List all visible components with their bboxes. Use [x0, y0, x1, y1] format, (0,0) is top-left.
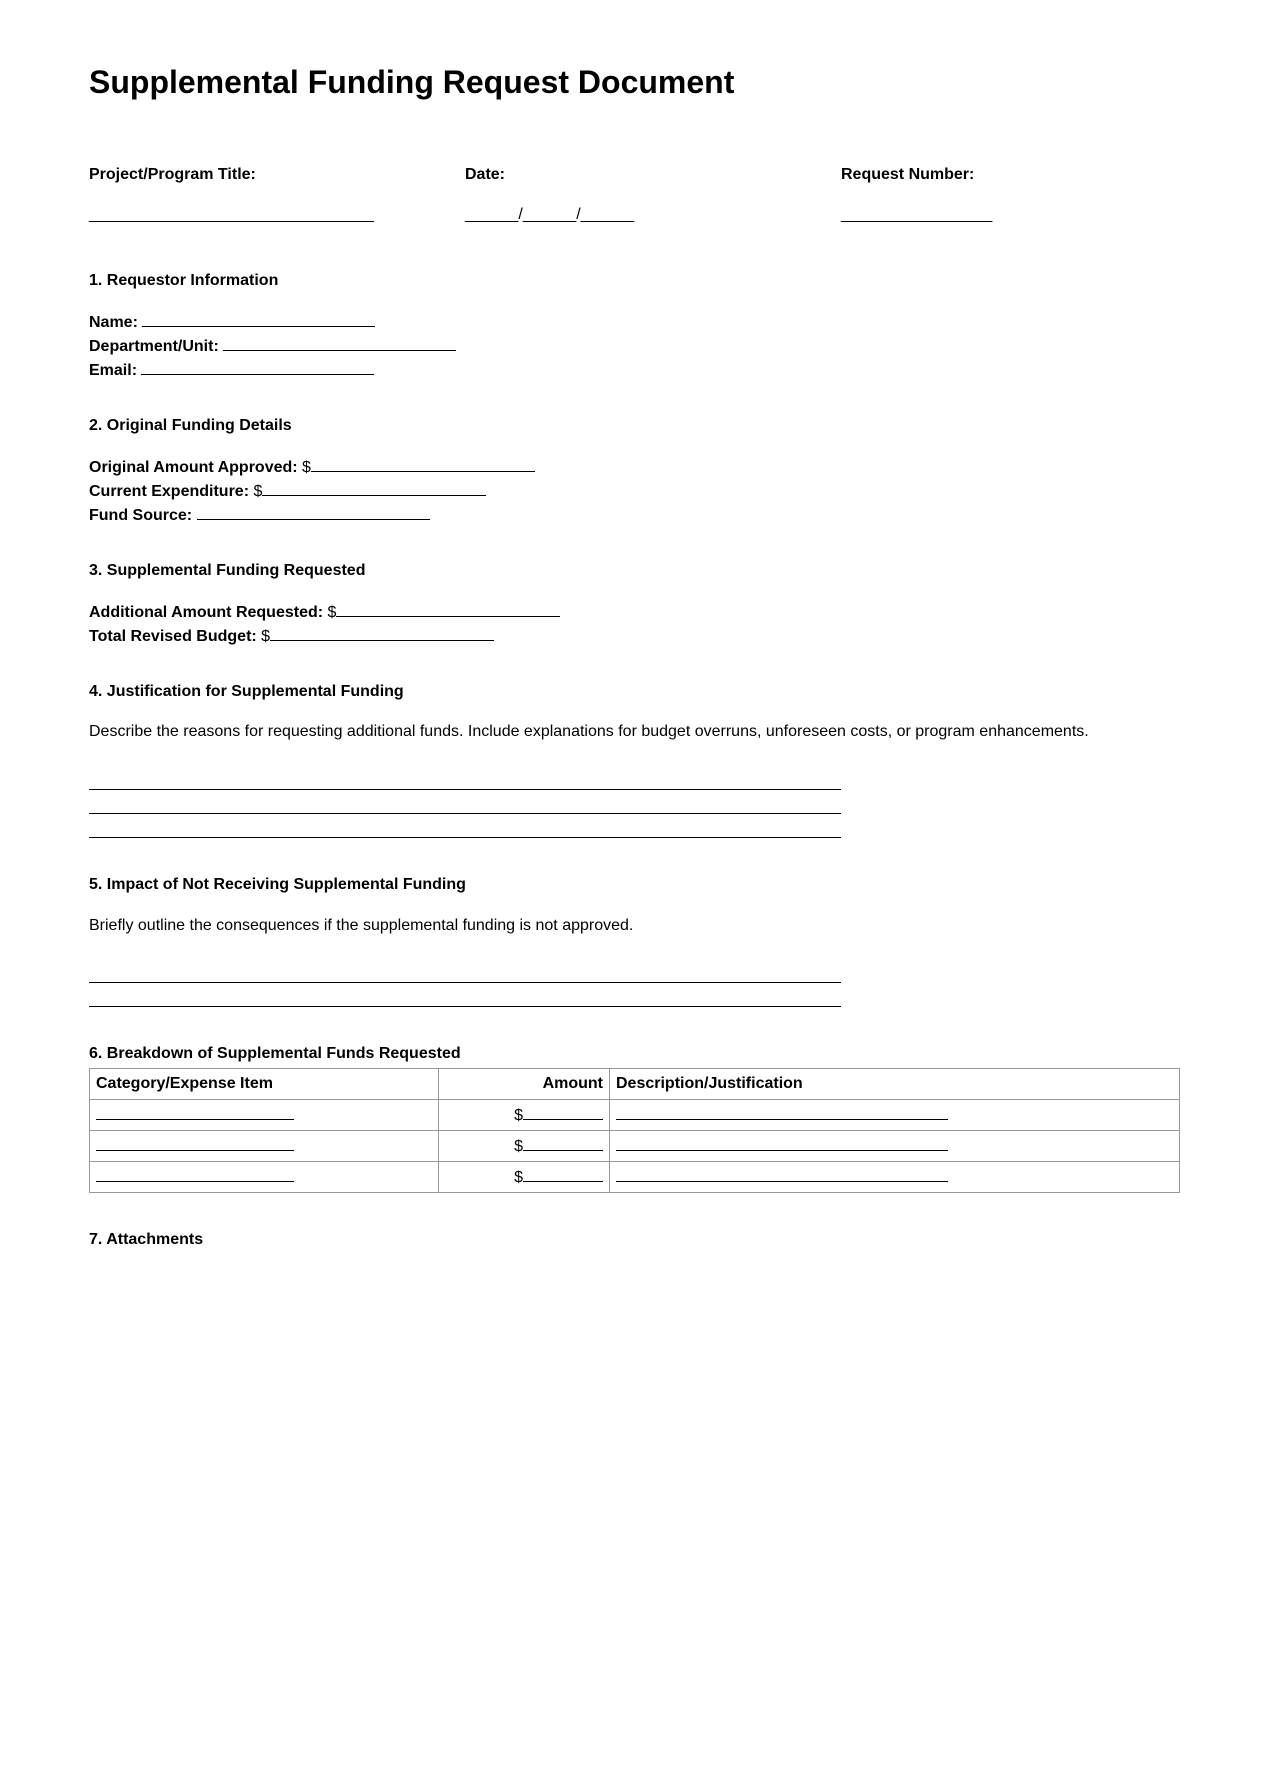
column-header-category: Category/Expense Item [90, 1069, 439, 1100]
category-cell[interactable] [90, 1100, 439, 1131]
email-label: Email: [89, 362, 138, 379]
section-5-heading: 5. Impact of Not Receiving Supplemental Funding [89, 876, 466, 893]
description-cell[interactable] [610, 1162, 1180, 1193]
table-row [90, 1162, 1180, 1193]
additional-amount-label: Additional Amount Requested: [89, 604, 324, 621]
request-number-field[interactable]: _________________ [841, 206, 993, 223]
dollar-sign: $ [514, 1169, 523, 1186]
email-field-row [89, 360, 374, 380]
impact-line-2[interactable] [89, 1006, 841, 1007]
total-revised-budget-label: Total Revised Budget: [89, 628, 257, 645]
date-field[interactable]: ______/______/______ [465, 206, 635, 223]
additional-amount-row [89, 602, 560, 622]
justification-line-2[interactable] [89, 813, 841, 814]
total-revised-budget-row [89, 626, 494, 646]
amount-cell[interactable] [439, 1162, 610, 1193]
category-cell[interactable] [90, 1162, 439, 1193]
impact-instructions: Briefly outline the consequences if the supplemental funding is not approved. [89, 917, 634, 934]
dollar-sign: $ [253, 483, 263, 500]
section-1-heading: 1. Requestor Information [89, 272, 279, 289]
project-title-field[interactable]: ________________________________ [89, 206, 374, 223]
name-label: Name: [89, 314, 138, 331]
dollar-sign: $ [327, 604, 337, 621]
original-amount-label: Original Amount Approved: [89, 459, 298, 476]
department-field-row [89, 336, 456, 356]
column-header-amount: Amount [439, 1069, 610, 1100]
total-revised-budget-input-line[interactable] [270, 626, 494, 641]
justification-line-3[interactable] [89, 837, 841, 838]
table-row [90, 1131, 1180, 1162]
fund-source-input-line[interactable] [197, 505, 430, 520]
name-field-row [89, 312, 375, 332]
page-title: Supplemental Funding Request Document [89, 64, 735, 100]
section-7-heading: 7. Attachments [89, 1231, 204, 1248]
request-number-label: Request Number: [841, 166, 975, 183]
impact-line-1[interactable] [89, 982, 841, 983]
breakdown-table [89, 1068, 1180, 1193]
email-input-line[interactable] [141, 360, 374, 375]
name-input-line[interactable] [142, 312, 375, 327]
justification-line-1[interactable] [89, 789, 841, 790]
dollar-sign: $ [261, 628, 271, 645]
section-2-heading: 2. Original Funding Details [89, 417, 292, 434]
current-expenditure-row [89, 481, 486, 501]
original-amount-input-line[interactable] [311, 457, 535, 472]
additional-amount-input-line[interactable] [336, 602, 560, 617]
date-label: Date: [465, 166, 506, 183]
dollar-sign: $ [302, 459, 311, 476]
dollar-sign: $ [514, 1138, 523, 1155]
dollar-sign: $ [514, 1107, 523, 1124]
project-title-label: Project/Program Title: [89, 166, 256, 183]
description-cell[interactable] [610, 1100, 1180, 1131]
amount-cell[interactable] [439, 1131, 610, 1162]
department-label: Department/Unit: [89, 338, 219, 355]
current-expenditure-input-line[interactable] [262, 481, 486, 496]
table-header-row [90, 1069, 1180, 1100]
section-4-heading: 4. Justification for Supplemental Funding [89, 683, 404, 700]
amount-cell[interactable] [439, 1100, 610, 1131]
justification-instructions: Describe the reasons for requesting additional funds. Include explanations for budget overruns, unforeseen costs, or program enhancements. [89, 723, 1089, 740]
table-row [90, 1100, 1180, 1131]
department-input-line[interactable] [223, 336, 456, 351]
section-3-heading: 3. Supplemental Funding Requested [89, 562, 366, 579]
section-6-heading: 6. Breakdown of Supplemental Funds Requested [89, 1045, 461, 1062]
fund-source-row [89, 505, 430, 525]
description-cell[interactable] [610, 1131, 1180, 1162]
category-cell[interactable] [90, 1131, 439, 1162]
original-amount-row [89, 457, 535, 477]
fund-source-label: Fund Source: [89, 507, 193, 524]
column-header-description: Description/Justification [610, 1069, 1180, 1100]
current-expenditure-label: Current Expenditure: [89, 483, 250, 500]
